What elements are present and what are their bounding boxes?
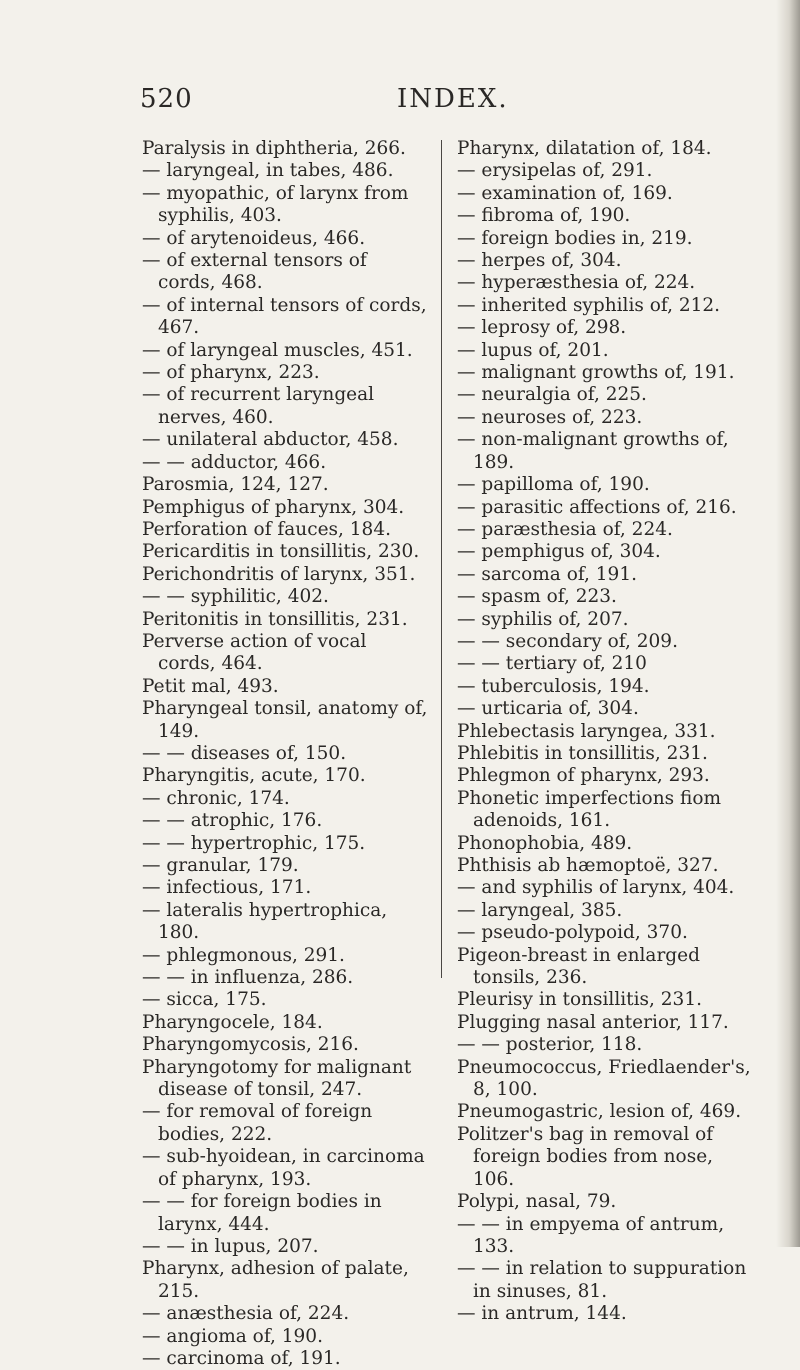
index-entry: — syphilis of, 207. <box>457 608 629 630</box>
index-entry: — lateralis hypertrophica, 180. <box>142 899 388 944</box>
index-entry: — of external tensors of cords, 468. <box>142 250 367 294</box>
index-entry: Phlebitis in tonsillitis, 231. <box>457 742 708 764</box>
index-entry: Phonophobia, 489. <box>457 832 633 854</box>
index-entry: — non-malignant growths of, 189. <box>457 429 729 473</box>
index-entry: — — in influenza, 286. <box>142 967 354 989</box>
index-entry: — carcinoma of, 191. <box>142 1347 341 1369</box>
index-entry: — of arytenoideus, 466. <box>142 227 366 249</box>
index-entry: — — hypertrophic, 175. <box>142 832 366 854</box>
index-entry: — inherited syphilis of, 212. <box>457 294 721 316</box>
index-entry: — malignant growths of, 191. <box>457 362 735 384</box>
index-entry: Pharynx, dilatation of, 184. <box>457 138 712 159</box>
index-entry: — — in lupus, 207. <box>142 1235 319 1257</box>
index-entry: — fibroma of, 190. <box>457 205 631 227</box>
running-title: INDEX. <box>397 84 509 114</box>
index-entry: — — secondary of, 209. <box>457 630 678 652</box>
index-entry: — papilloma of, 190. <box>457 474 650 496</box>
index-entry: Polypi, nasal, 79. <box>457 1191 617 1213</box>
index-entry: — neuralgia of, 225. <box>457 384 647 406</box>
index-entry: — hyperæsthesia of, 224. <box>457 272 696 294</box>
index-entry: Pharyngomycosis, 216. <box>142 1034 359 1056</box>
index-entry: Pharyngitis, acute, 170. <box>142 765 366 787</box>
index-entry: — of internal tensors of cords, 467. <box>142 294 427 339</box>
index-entry: — sub-hyoidean, in carcinoma of pharynx, 193. <box>142 1146 425 1190</box>
index-entry: — for removal of foreign bodies, 222. <box>142 1101 373 1145</box>
index-entry: — laryngeal, 385. <box>457 899 623 921</box>
index-entry: — — tertiary of, 210 <box>457 653 647 675</box>
index-entry: — pseudo-polypoid, 370. <box>457 922 688 944</box>
index-entry: Phlebectasis laryngea, 331. <box>457 720 716 742</box>
index-entry: Pericarditis in tonsillitis, 230. <box>142 541 420 563</box>
index-entry: Pemphigus of pharynx, 304. <box>142 496 405 518</box>
index-entry: Phlegmon of pharynx, 293. <box>457 765 710 787</box>
index-entry: — phlegmonous, 291. <box>142 944 345 966</box>
index-entry: — examination of, 169. <box>457 182 673 204</box>
index-entry: — erysipelas of, 291. <box>457 160 653 182</box>
index-column-left <box>142 138 428 1370</box>
index-entry: Peritonitis in tonsillitis, 231. <box>142 608 408 630</box>
index-entry: — of laryngeal muscles, 451. <box>142 339 413 361</box>
index-entry: — angioma of, 190. <box>142 1325 323 1347</box>
index-entry: Pneumogastric, lesion of, 469. <box>457 1101 742 1123</box>
index-entry: Pharynx, adhesion of palate, 215. <box>142 1258 409 1302</box>
index-entry: — — adductor, 466. <box>142 451 327 473</box>
index-entry: Politzer's bag in removal of foreign bodies from nose, 106. <box>457 1123 714 1190</box>
index-entry: — sicca, 175. <box>142 989 267 1011</box>
index-entry: Paralysis in diphtheria, 266. <box>142 138 406 159</box>
index-entry: Parosmia, 124, 127. <box>142 474 329 496</box>
index-entry: — tuberculosis, 194. <box>457 675 650 697</box>
index-entry: — — diseases of, 150. <box>142 742 347 764</box>
index-entry: — leprosy of, 298. <box>457 317 627 339</box>
index-entry: — paræsthesia of, 224. <box>457 518 673 540</box>
index-entry: — laryngeal, in tabes, 486. <box>142 160 394 182</box>
index-entry: — spasm of, 223. <box>457 586 617 608</box>
index-entry: — — for foreign bodies in larynx, 444. <box>142 1191 382 1235</box>
index-entry: — urticaria of, 304. <box>457 698 639 720</box>
index-entry: — of pharynx, 223. <box>142 362 320 384</box>
page-edge-shadow <box>776 0 800 1247</box>
index-entry: — chronic, 174. <box>142 787 290 809</box>
index-entry: Pigeon-breast in enlarged tonsils, 236. <box>457 944 700 989</box>
index-entry: — and syphilis of larynx, 404. <box>457 877 735 899</box>
index-entry: Pharyngeal tonsil, anatomy of, 149. <box>142 698 428 742</box>
index-entry: Pleurisy in tonsillitis, 231. <box>457 989 702 1011</box>
index-entry: — infectious, 171. <box>142 877 312 899</box>
index-entry: — parasitic affections of, 216. <box>457 496 737 518</box>
index-entry: Pneumococcus, Friedlaender's, 8, 100. <box>457 1056 751 1101</box>
index-column-right <box>457 138 757 1326</box>
index-entry: — lupus of, 201. <box>457 339 609 361</box>
page-number: 520 <box>140 84 193 114</box>
index-entry: Plugging nasal anterior, 117. <box>457 1011 729 1033</box>
index-entry: — anæsthesia of, 224. <box>142 1303 350 1325</box>
index-entry: Pharyngotomy for malignant disease of tonsil, 247. <box>142 1056 412 1101</box>
index-entry: — granular, 179. <box>142 855 299 876</box>
index-entry: — — posterior, 118. <box>457 1034 643 1056</box>
index-entry: Phthisis ab hæmoptoë, 327. <box>457 855 719 876</box>
index-entry: Pharyngocele, 184. <box>142 1011 323 1033</box>
index-entry: — pemphigus of, 304. <box>457 541 661 563</box>
index-entry: — — in relation to suppuration in sinuses, 81. <box>457 1258 747 1302</box>
index-entry: Phonetic imperfections fiom adenoids, 161. <box>457 787 722 832</box>
index-entry: Perverse action of vocal cords, 464. <box>142 630 367 675</box>
index-entry: — — syphilitic, 402. <box>142 586 329 608</box>
index-entry: Perichondritis of larynx, 351. <box>142 563 416 585</box>
page-header <box>140 84 700 124</box>
index-entry: — herpes of, 304. <box>457 250 622 272</box>
index-entry: — unilateral abductor, 458. <box>142 429 399 451</box>
index-entry: — — in empyema of antrum, 133. <box>457 1213 725 1257</box>
index-entry: Petit mal, 493. <box>142 675 279 697</box>
index-entry: — in antrum, 144. <box>457 1303 627 1325</box>
index-entry: — foreign bodies in, 219. <box>457 227 693 249</box>
index-entry: — of recurrent laryngeal nerves, 460. <box>142 384 375 428</box>
index-entry: Perforation of fauces, 184. <box>142 518 391 540</box>
index-entry: — neuroses of, 223. <box>457 406 643 428</box>
index-entry: — myopathic, of larynx from syphilis, 403. <box>142 182 409 227</box>
column-divider <box>441 140 442 978</box>
index-entry: — — atrophic, 176. <box>142 810 323 832</box>
index-entry: — sarcoma of, 191. <box>457 563 637 585</box>
